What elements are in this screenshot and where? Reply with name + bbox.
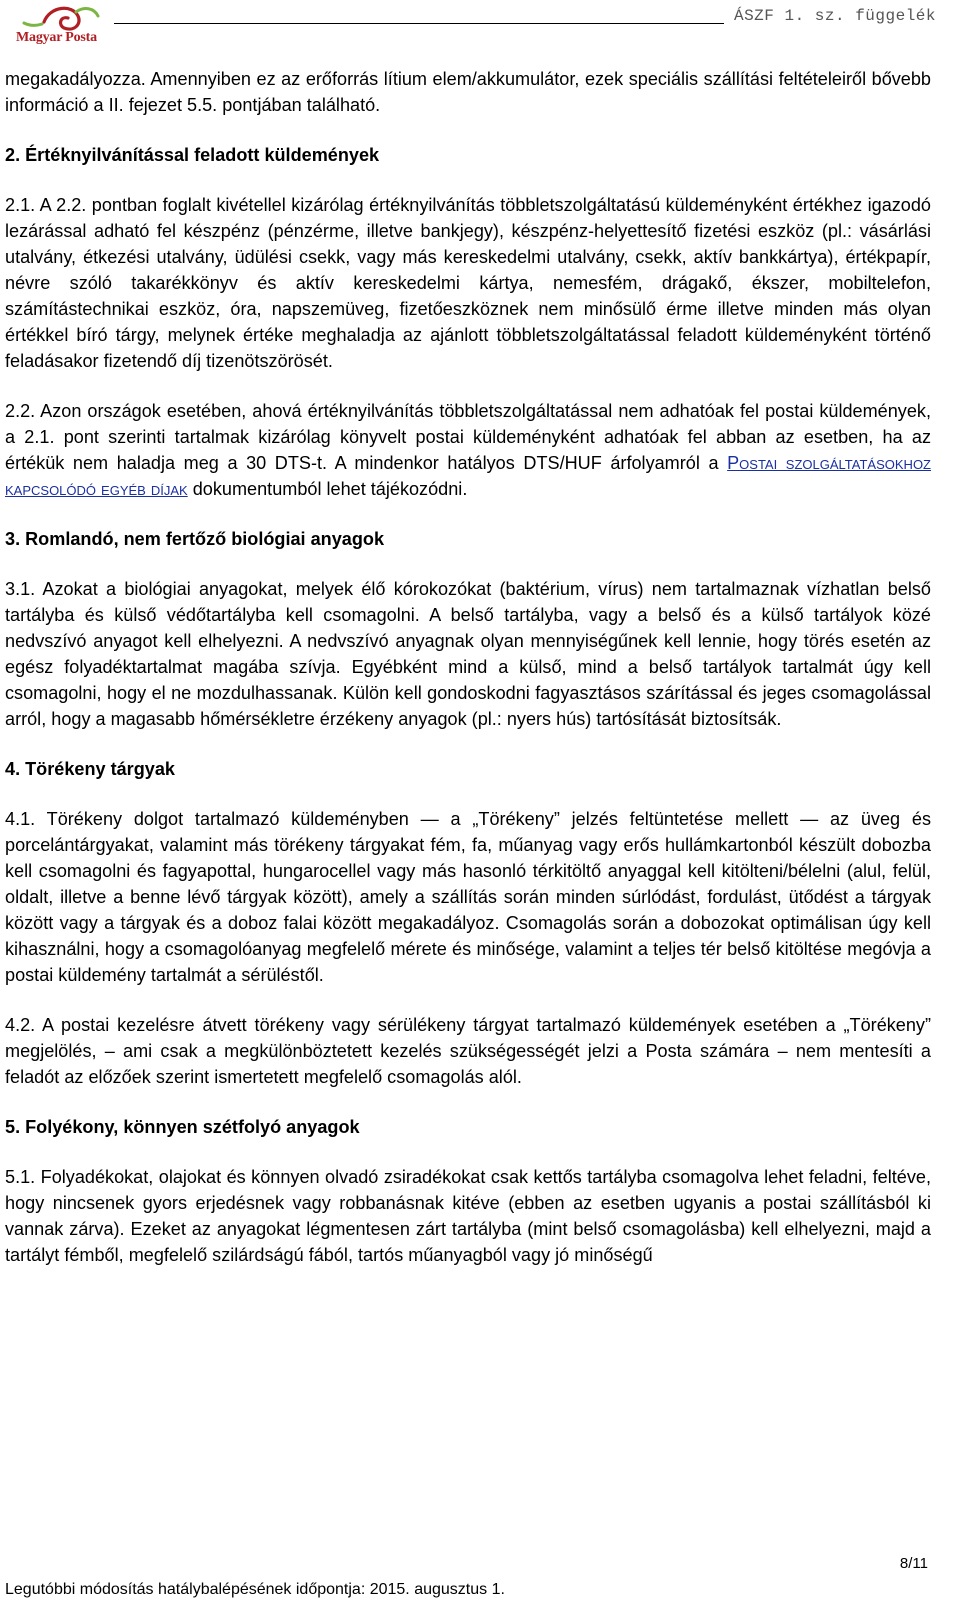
document-title: ÁSZF 1. sz. függelék xyxy=(733,7,936,25)
fees-document-link[interactable]: Postai szolgáltatásokhoz kapcsolódó egyéb díjak xyxy=(5,453,931,499)
document-body xyxy=(5,66,931,1268)
paragraph-4-1: 4.1. Törékeny dolgot tartalmazó küldeményben — a „Törékeny” jelzés feltüntetése mellett — az üveg és porcelántárgyakat, valamint más törékeny tárgyakat fém, fa, műanyag vagy erős hullámkartonból készült dobozba kell csomagolni és fagyapottal, hungarocellel vagy más hasonló térkitöltő anyaggal kell kitölteni/bélelni (alul, felül, oldalt, illetve a benne lévő tárgyak között), amely a szállítás során minden súrlódást, fordulást, ütődést a tárgyak között vagy a tárgyak és a doboz falai között megakadályoz. Csomagolás során a dobozokat optimálisan úgy kell kihasználni, hogy a csomagolóanyag megfelelő mérete és minősége, valamint a teljes tér belső kitöltése megóvja a postai küldemény tartalmát a sérüléstől. xyxy=(5,809,931,985)
paragraph-2-2-text-a: 2.2. Azon országok esetében, ahová értéknyilvánítás többletszolgáltatással nem adhatóak fel postai küldemények, a 2.1. pont szerinti tartalmak kizárólag könyvelt postai küldeményként adhatóak fel abban az esetben, ha az értékük nem haladja meg a 30 DTS-t. A mindenkor hatályos DTS/HUF árfolyamról a xyxy=(5,401,931,473)
paragraph-5-1: 5.1. Folyadékokat, olajokat és könnyen olvadó zsiradékokat csak kettős tartályba csomagolva lehet feladni, feltéve, hogy nincsenek gyors erjedésnek vagy robbanásnak kitéve (ebben az esetben ugyanis a postai szállításból ki vannak zárva). Ezeket az anyagokat légmentesen zárt tartályba (mint belső csomagolásba) kell elhelyezni, majd a tartályt fémből, megfelelő szilárdságú fából, tartós műanyagból vagy jó minőségű xyxy=(5,1167,931,1265)
page-number: 8/11 xyxy=(899,1555,928,1572)
paragraph-2-2-text-b: dokumentumból lehet tájékozódni. xyxy=(187,479,468,499)
section-3-heading: 3. Romlandó, nem fertőző biológiai anyagok xyxy=(5,529,385,549)
header-rule xyxy=(114,23,724,24)
logo-text: Magyar Posta xyxy=(16,30,97,45)
magyar-posta-logo xyxy=(14,2,104,56)
section-2-heading: 2. Értéknyilvánítással feladott küldemények xyxy=(5,145,380,165)
paragraph-3-1: 3.1. Azokat a biológiai anyagokat, melyek élő kórokozókat (baktérium, vírus) nem tartalmaznak vízhatlan belső tartályba és külső védőtartályba kell csomagolni. A belső tartályba, vagy a belső és a külső tartályok közé nedvszívó anyagot kell elhelyezni. A nedvszívó anyagnak olyan mennyiségűnek kell lennie, hogy törés esetén az egész folyadéktartalmat magába szívja. Egyébként mind a külső, mind a belső tartályok tartalmát úgy kell csomagolni, hogy el ne mozdulhassanak. Külön kell gondoskodni fagyasztásos szárítással és jeges csomagolással arról, hogy a magasabb hőmérsékletre érzékeny anyagok (pl.: nyers hús) tartósítását biztosítsák. xyxy=(5,579,931,729)
paragraph-4-2: 4.2. A postai kezelésre átvett törékeny vagy sérülékeny tárgyat tartalmazó küldemények esetében a „Törékeny” megjelölés, – ami csak a megkülönböztetett kezelés szükségességét jelzi a Posta számára – nem mentesíti a feladót az előzőek szerint ismertetett megfelelő csomagolás alól. xyxy=(5,1015,931,1087)
section-5-heading: 5. Folyékony, könnyen szétfolyó anyagok xyxy=(5,1117,360,1137)
section-4-heading: 4. Törékeny tárgyak xyxy=(5,759,175,779)
paragraph-2-2 xyxy=(5,398,931,502)
intro-paragraph: megakadályozza. Amennyiben ez az erőforrás lítium elem/akkumulátor, ezek speciális szállítási feltételeiről bővebb információ a II. fejezet 5.5. pontjában található. xyxy=(5,69,931,115)
paragraph-2-1: 2.1. A 2.2. pontban foglalt kivétellel kizárólag értéknyilvánítás többletszolgáltatású küldeményként értékhez igazodó lezárással adható fel készpénz (pénzérme, illetve bankjegy), készpénz-helyettesítő fizetési eszköz (pl.: vásárlási utalvány, étkezési utalvány, üdülési csekk, vagy más kereskedelmi utalvány, csekk, aktív bankkártya), értékpapír, névre szóló takarékkönyv és aktív kereskedelmi kártya, nemesfém, drágakő, ékszer, mobiltelefon, számítástechnikai eszköz, óra, napszemüveg, fizetőeszköznek nem minősülő érme illetve minden más olyan értékkel bíró tárgy, melynek értéke meghaladja az ajánlott többletszolgáltatással feladott küldeményként történő feladásakor fizetendő díj tizenötszörösét. xyxy=(5,195,931,371)
footer-modified-date: Legutóbbi módosítás hatálybalépésének időpontja: 2015. augusztus 1. xyxy=(5,1581,505,1598)
page-header xyxy=(0,0,960,60)
